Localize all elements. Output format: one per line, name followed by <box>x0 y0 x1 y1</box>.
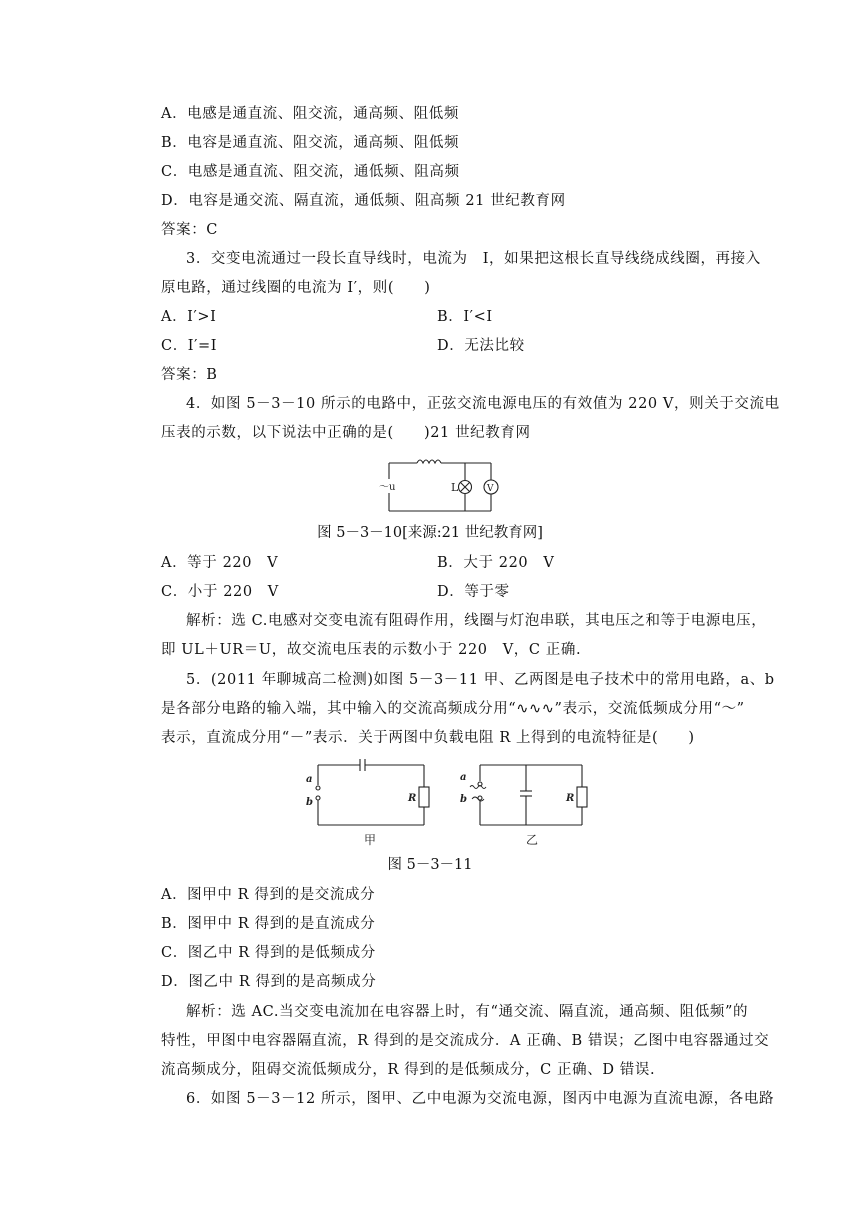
circuit-figure-5-3-10 <box>375 455 505 517</box>
q4-solution-line1: 解析：选 C.电感对交变电流有阻碍作用，线圈与灯泡串联，其电压之和等于电源电压， <box>186 613 767 629</box>
q2-option-b: B．电容是通直流、阻交流，通高频、阻低频 <box>161 135 460 151</box>
q4-stem-line2: 压表的示数，以下说法中正确的是( )21 世纪教育网 <box>161 425 531 441</box>
q5-stem-line2: 是各部分电路的输入端，其中输入的交流高频成分用“∿∿∿”表示，交流低频成分用“～” <box>161 701 745 717</box>
resistor-label-jia: R <box>408 793 417 804</box>
figure-caption-5-3-11: 图 5－3－11 <box>387 857 473 873</box>
q5-stem-line3: 表示，直流成分用“－”表示．关于两图中负载电阻 R 上得到的电流特征是( ) <box>161 730 695 746</box>
q4-option-b: B．大于 220 V <box>437 555 555 571</box>
q3-option-a: A．I′>I <box>161 309 217 325</box>
q3-stem-line1: 3．交变电流通过一段长直导线时，电流为 I，如果把这根长直导线绕成线圈，再接入 <box>186 251 761 267</box>
q6-stem-line1: 6．如图 5－3－12 所示，图甲、乙中电源为交流电源，图丙中电源为直流电源，各电路 <box>186 1091 775 1107</box>
terminal-a-label-jia: a <box>306 774 313 785</box>
figure-caption-5-3-10: 图 5－3－10[来源:21 世纪教育网] <box>317 525 543 541</box>
q3-option-d: D．无法比较 <box>437 338 525 354</box>
resistor-label-yi: R <box>566 793 575 804</box>
q2-answer: 答案：C <box>161 222 218 238</box>
q5-solution-line3: 流高频成分，阻碍交流低频成分，R 得到的是低频成分，C 正确、D 错误. <box>161 1062 656 1078</box>
voltmeter-label: V <box>487 484 494 494</box>
q3-answer: 答案：B <box>161 367 218 383</box>
q5-solution-line1: 解析：选 AC.当交变电流加在电容器上时，有“通交流、隔直流，通高频、阻低频”的 <box>186 1004 749 1020</box>
q2-option-d: D．电容是通交流、隔直流，通低频、阻高频 21 世纪教育网 <box>161 193 566 209</box>
circuit-figure-5-3-11 <box>298 757 594 849</box>
terminal-b-label-jia: b <box>306 797 313 808</box>
lamp-label: L <box>451 481 459 494</box>
q5-option-c: C．图乙中 R 得到的是低频成分 <box>161 945 376 961</box>
terminal-b-label-yi: b <box>460 794 467 805</box>
q4-option-c: C．小于 220 V <box>161 584 279 600</box>
q4-option-d: D．等于零 <box>437 584 510 600</box>
q3-option-b: B．I′<I <box>437 309 493 325</box>
source-label-u: ～u <box>379 482 396 493</box>
q3-stem-line2: 原电路，通过线圈的电流为 I′，则( ) <box>161 280 431 296</box>
q4-option-a: A．等于 220 V <box>161 555 279 571</box>
q5-solution-line2: 特性，甲图中电容器隔直流，R 得到的是交流成分．A 正确、B 错误；乙图中电容器通过交 <box>161 1033 770 1049</box>
q2-option-a: A．电感是通直流、阻交流，通高频、阻低频 <box>161 106 459 122</box>
terminal-a-label-yi: a <box>460 772 467 783</box>
figure-label-jia: 甲 <box>364 833 377 847</box>
q3-option-c: C．I′=I <box>161 338 218 354</box>
q4-solution-line2: 即 UL＋UR＝U，故交流电压表的示数小于 220 V，C 正确. <box>161 642 582 658</box>
q5-stem-line1: 5．(2011 年聊城高二检测)如图 5－3－11 甲、乙两图是电子技术中的常用电路，a、b <box>186 672 775 688</box>
q4-stem-line1: 4．如图 5－3－10 所示的电路中，正弦交流电源电压的有效值为 220 V，则关于交流电 <box>186 396 780 412</box>
q5-option-b: B．图甲中 R 得到的是直流成分 <box>161 916 376 932</box>
figure-label-yi: 乙 <box>526 833 539 847</box>
q2-option-c: C．电感是通直流、阻交流，通低频、阻高频 <box>161 164 460 180</box>
q5-option-d: D．图乙中 R 得到的是高频成分 <box>161 974 377 990</box>
q5-option-a: A．图甲中 R 得到的是交流成分 <box>161 887 376 903</box>
